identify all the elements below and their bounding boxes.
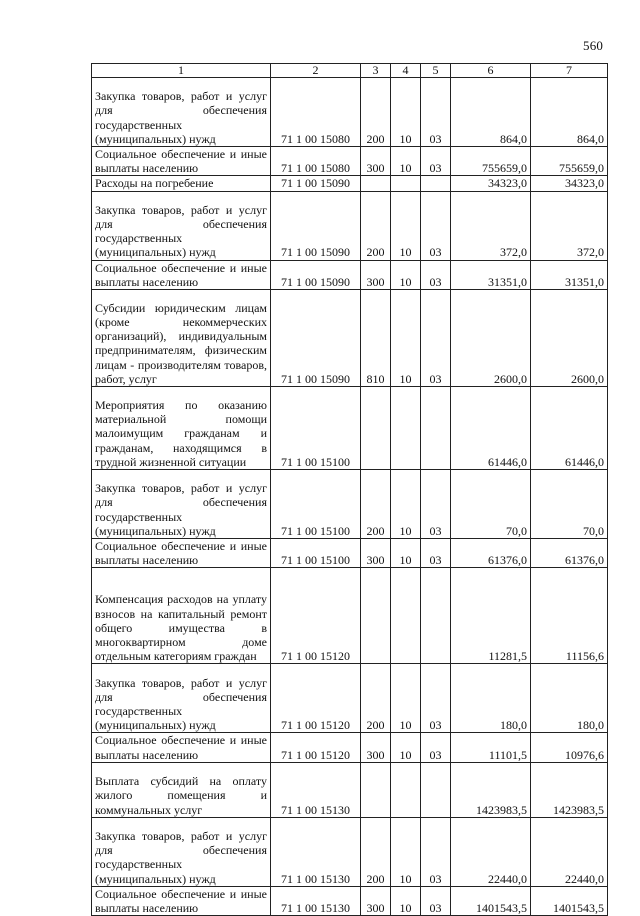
expense-type-cell: 810 xyxy=(361,290,391,387)
amount-1-cell: 11101,5 xyxy=(451,733,531,762)
amount-2-cell: 61376,0 xyxy=(531,539,608,568)
expense-type-cell: 200 xyxy=(361,664,391,733)
amount-1-cell: 34323,0 xyxy=(451,176,531,191)
amount-2-cell: 70,0 xyxy=(531,470,608,539)
expense-type-cell xyxy=(361,176,391,191)
section-cell: 10 xyxy=(391,470,421,539)
amount-2-cell: 1401543,5 xyxy=(531,886,608,915)
amount-1-cell: 1423983,5 xyxy=(451,762,531,817)
expense-type-cell xyxy=(361,387,391,470)
section-cell: 10 xyxy=(391,664,421,733)
row-name-cell: Субсидии юридическим лицам (кроме некоммерческих организаций), индивидуальным предпринимателям, физическим лицам - производителям товаров, работ, услуг xyxy=(92,290,271,387)
expense-type-cell: 300 xyxy=(361,147,391,176)
column-header-code: 2 xyxy=(271,64,361,78)
target-code-cell: 71 1 00 15120 xyxy=(271,733,361,762)
amount-2-cell: 22440,0 xyxy=(531,817,608,886)
table-row xyxy=(92,817,608,886)
amount-1-cell: 70,0 xyxy=(451,470,531,539)
subsection-cell: 03 xyxy=(421,733,451,762)
row-name-cell: Компенсация расходов на уплату взносов на капитальный ремонт общего имущества в многоквартирном доме отдельным категориям граждан xyxy=(92,568,271,664)
target-code-cell: 71 1 00 15080 xyxy=(271,78,361,147)
amount-1-cell: 180,0 xyxy=(451,664,531,733)
target-code-cell: 71 1 00 15130 xyxy=(271,817,361,886)
section-cell: 10 xyxy=(391,817,421,886)
expense-type-cell: 300 xyxy=(361,886,391,915)
amount-2-cell: 31351,0 xyxy=(531,260,608,289)
row-name-cell: Выплата субсидий на оплату жилого помещения и коммунальных услуг xyxy=(92,762,271,817)
amount-2-cell: 1423983,5 xyxy=(531,762,608,817)
amount-2-cell: 10976,6 xyxy=(531,733,608,762)
expense-type-cell: 300 xyxy=(361,539,391,568)
row-name-cell: Закупка товаров, работ и услуг для обеспечения государственных (муниципальных) нужд xyxy=(92,817,271,886)
target-code-cell: 71 1 00 15130 xyxy=(271,762,361,817)
amount-2-cell: 11156,6 xyxy=(531,568,608,664)
target-code-cell: 71 1 00 15090 xyxy=(271,290,361,387)
column-header-amount-1: 6 xyxy=(451,64,531,78)
subsection-cell: 03 xyxy=(421,191,451,260)
row-name-cell: Социальное обеспечение и иные выплаты населению xyxy=(92,733,271,762)
table-body xyxy=(92,78,608,916)
amount-1-cell: 864,0 xyxy=(451,78,531,147)
table-row xyxy=(92,470,608,539)
amount-1-cell: 61376,0 xyxy=(451,539,531,568)
expense-type-cell: 200 xyxy=(361,470,391,539)
section-cell: 10 xyxy=(391,191,421,260)
row-name-cell: Закупка товаров, работ и услуг для обеспечения государственных (муниципальных) нужд xyxy=(92,470,271,539)
target-code-cell: 71 1 00 15090 xyxy=(271,176,361,191)
expense-type-cell: 200 xyxy=(361,191,391,260)
amount-2-cell: 755659,0 xyxy=(531,147,608,176)
table-row xyxy=(92,78,608,147)
amount-1-cell: 1401543,5 xyxy=(451,886,531,915)
target-code-cell: 71 1 00 15090 xyxy=(271,191,361,260)
target-code-cell: 71 1 00 15120 xyxy=(271,568,361,664)
table-row xyxy=(92,762,608,817)
expense-type-cell xyxy=(361,568,391,664)
amount-1-cell: 22440,0 xyxy=(451,817,531,886)
subsection-cell: 03 xyxy=(421,260,451,289)
amount-2-cell: 61446,0 xyxy=(531,387,608,470)
budget-table xyxy=(91,63,608,916)
amount-2-cell: 864,0 xyxy=(531,78,608,147)
subsection-cell: 03 xyxy=(421,539,451,568)
row-name-cell: Расходы на погребение xyxy=(92,176,271,191)
section-cell xyxy=(391,762,421,817)
column-header-amount-2: 7 xyxy=(531,64,608,78)
row-name-cell: Социальное обеспечение и иные выплаты населению xyxy=(92,260,271,289)
row-name-cell: Социальное обеспечение и иные выплаты населению xyxy=(92,539,271,568)
expense-type-cell: 200 xyxy=(361,817,391,886)
column-header-expense-type: 3 xyxy=(361,64,391,78)
page-number: 560 xyxy=(583,38,604,53)
amount-1-cell: 755659,0 xyxy=(451,147,531,176)
subsection-cell xyxy=(421,762,451,817)
amount-1-cell: 11281,5 xyxy=(451,568,531,664)
amount-2-cell: 2600,0 xyxy=(531,290,608,387)
amount-1-cell: 372,0 xyxy=(451,191,531,260)
section-cell: 10 xyxy=(391,539,421,568)
table-row xyxy=(92,176,608,191)
subsection-cell: 03 xyxy=(421,664,451,733)
target-code-cell: 71 1 00 15090 xyxy=(271,260,361,289)
expense-type-cell xyxy=(361,762,391,817)
table-row xyxy=(92,539,608,568)
subsection-cell: 03 xyxy=(421,470,451,539)
subsection-cell: 03 xyxy=(421,147,451,176)
target-code-cell: 71 1 00 15120 xyxy=(271,664,361,733)
section-cell: 10 xyxy=(391,78,421,147)
row-name-cell: Закупка товаров, работ и услуг для обеспечения государственных (муниципальных) нужд xyxy=(92,664,271,733)
subsection-cell: 03 xyxy=(421,817,451,886)
header-row xyxy=(92,64,608,78)
column-header-name: 1 xyxy=(92,64,271,78)
amount-1-cell: 31351,0 xyxy=(451,260,531,289)
row-name-cell: Закупка товаров, работ и услуг для обеспечения государственных (муниципальных) нужд xyxy=(92,78,271,147)
amount-2-cell: 372,0 xyxy=(531,191,608,260)
section-cell: 10 xyxy=(391,886,421,915)
row-name-cell: Мероприятия по оказанию материальной помощи малоимущим гражданам и гражданам, находящимся в трудной жизненной ситуации xyxy=(92,387,271,470)
column-header-subsection: 5 xyxy=(421,64,451,78)
row-name-cell: Закупка товаров, работ и услуг для обеспечения государственных (муниципальных) нужд xyxy=(92,191,271,260)
expense-type-cell: 200 xyxy=(361,78,391,147)
amount-1-cell: 61446,0 xyxy=(451,387,531,470)
section-cell xyxy=(391,387,421,470)
target-code-cell: 71 1 00 15130 xyxy=(271,886,361,915)
section-cell: 10 xyxy=(391,260,421,289)
subsection-cell: 03 xyxy=(421,886,451,915)
subsection-cell xyxy=(421,568,451,664)
table-row xyxy=(92,664,608,733)
row-name-cell: Социальное обеспечение и иные выплаты населению xyxy=(92,886,271,915)
subsection-cell: 03 xyxy=(421,78,451,147)
amount-2-cell: 180,0 xyxy=(531,664,608,733)
expense-type-cell: 300 xyxy=(361,733,391,762)
target-code-cell: 71 1 00 15100 xyxy=(271,470,361,539)
subsection-cell: 03 xyxy=(421,290,451,387)
amount-2-cell: 34323,0 xyxy=(531,176,608,191)
section-cell: 10 xyxy=(391,147,421,176)
table-row xyxy=(92,387,608,470)
target-code-cell: 71 1 00 15100 xyxy=(271,539,361,568)
target-code-cell: 71 1 00 15100 xyxy=(271,387,361,470)
table-row xyxy=(92,191,608,260)
table-row xyxy=(92,733,608,762)
column-header-section: 4 xyxy=(391,64,421,78)
table-row xyxy=(92,290,608,387)
section-cell: 10 xyxy=(391,290,421,387)
table-row xyxy=(92,260,608,289)
section-cell xyxy=(391,568,421,664)
table-row xyxy=(92,886,608,915)
subsection-cell xyxy=(421,387,451,470)
section-cell xyxy=(391,176,421,191)
section-cell: 10 xyxy=(391,733,421,762)
table-row xyxy=(92,147,608,176)
expense-type-cell: 300 xyxy=(361,260,391,289)
row-name-cell: Социальное обеспечение и иные выплаты населению xyxy=(92,147,271,176)
amount-1-cell: 2600,0 xyxy=(451,290,531,387)
subsection-cell xyxy=(421,176,451,191)
target-code-cell: 71 1 00 15080 xyxy=(271,147,361,176)
table-row xyxy=(92,568,608,664)
